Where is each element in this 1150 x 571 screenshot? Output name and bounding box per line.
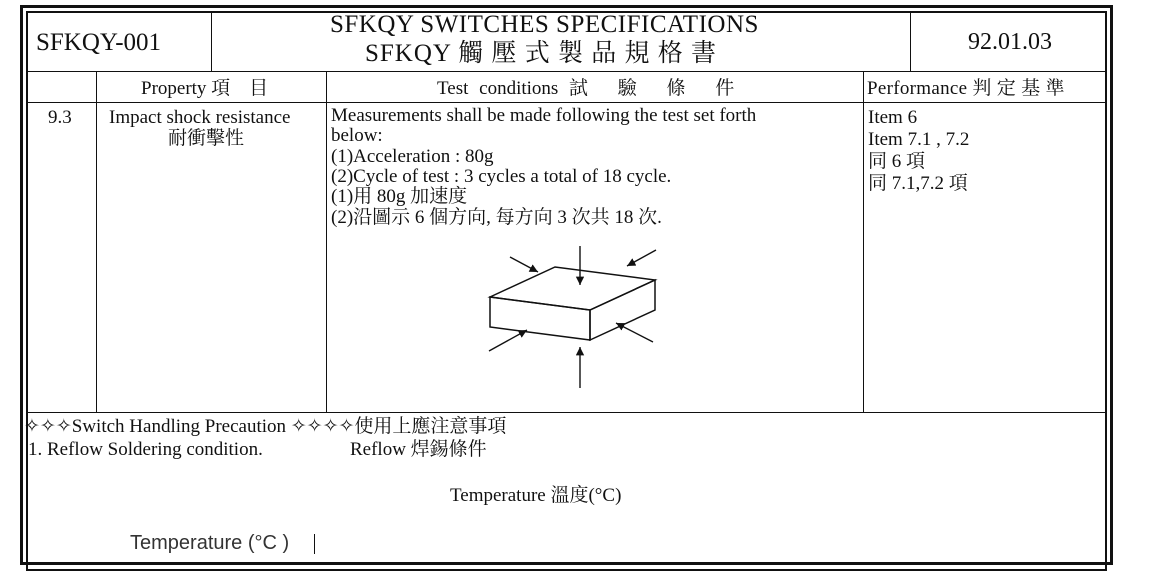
performance-line-2: Item 7.1 , 7.2: [868, 129, 970, 150]
test-line-6: (2)沿圖示 6 個方向, 每方向 3 次共 18 次.: [331, 207, 662, 228]
document-title-en: SFKQY SWITCHES SPECIFICATIONS: [330, 11, 759, 38]
document-title-zh: SFKQY 觸 壓 式 製 品 規 格 書: [365, 40, 718, 67]
header-divider-1: [211, 11, 212, 72]
reflow-item-zh: Reflow 焊錫條件: [350, 439, 487, 460]
column-divider-property: [326, 72, 327, 413]
impact-direction-diagram: [480, 240, 680, 400]
document-date: 92.01.03: [968, 29, 1052, 55]
header-divider-2: [910, 11, 911, 72]
column-header-bottom-rule: [26, 102, 1107, 103]
column-header-test-conditions: Test conditions 試 驗 條 件: [437, 78, 735, 99]
test-line-2: below:: [331, 125, 383, 146]
table-bottom-rule: [26, 412, 1107, 413]
temperature-axis-line: [314, 534, 315, 554]
column-header-performance: Performance 判 定 基 準: [867, 78, 1065, 99]
header-bottom-rule: [26, 71, 1107, 72]
column-header-property: Property 項 目: [141, 78, 269, 99]
impact-arrow-top-left: [510, 257, 538, 272]
test-line-5: (1)用 80g 加速度: [331, 186, 468, 207]
impact-arrow-left: [489, 330, 527, 351]
impact-arrow-right: [616, 323, 653, 342]
test-block-outline: [490, 267, 655, 340]
performance-line-1: Item 6: [868, 107, 918, 128]
column-divider-no: [96, 72, 97, 413]
row-number: 9.3: [48, 107, 72, 128]
performance-line-4: 同 7.1,7.2 項: [868, 173, 968, 194]
document-code: SFKQY-001: [36, 29, 162, 56]
test-line-1: Measurements shall be made following the test set forth: [331, 105, 757, 126]
property-name-zh: 耐衝擊性: [168, 128, 245, 149]
temperature-caption: Temperature 溫度(°C): [450, 485, 622, 506]
precaution-heading: ✧✧✧Switch Handling Precaution ✧✧✧✧使用上應注意事項: [24, 416, 507, 437]
test-line-3: (1)Acceleration : 80g: [331, 146, 494, 167]
reflow-item-en: 1. Reflow Soldering condition.: [28, 439, 263, 460]
column-divider-test: [863, 72, 864, 413]
temperature-axis-label: Temperature (°C ): [130, 532, 290, 554]
impact-arrow-top-right: [627, 250, 656, 266]
test-line-4: (2)Cycle of test : 3 cycles a total of 18 cycle.: [331, 166, 672, 187]
property-name-en: Impact shock resistance: [109, 107, 291, 128]
performance-line-3: 同 6 項: [868, 151, 926, 172]
